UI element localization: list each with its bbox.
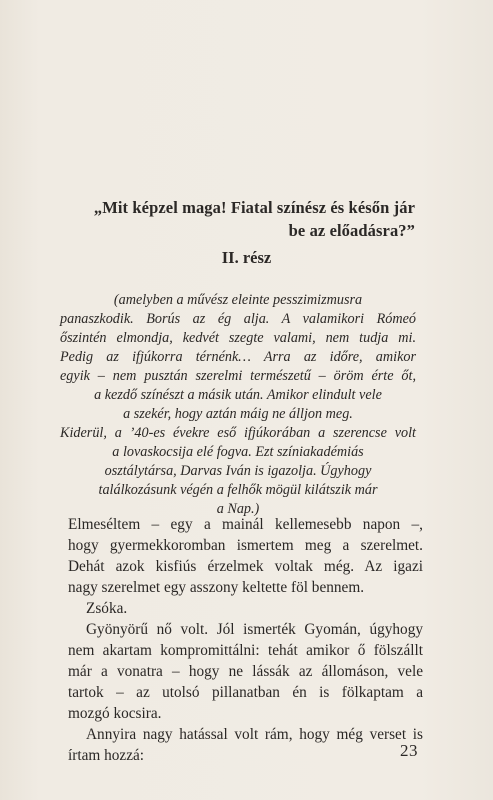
summary-line: a kezdő színészt a másik után. Amikor elindult vele — [94, 387, 382, 403]
body-line: már a vonatra – hogy ne lássák az állomáson, vele — [68, 663, 423, 680]
summary-line: osztálytársa, Darvas Iván is igazolja. Úgyhogy — [104, 463, 372, 479]
summary-line: panaszkodik. Borús az ég alja. A valamikori Rómeó — [60, 311, 416, 327]
summary-line: találkozásunk végén a felhők mögül kilátszik már — [98, 482, 378, 498]
body-line: Gyönyörű nő volt. Jól ismerték Gyomán, úgyhogy — [86, 621, 423, 638]
page-number: 23 — [400, 741, 418, 760]
part-title: II. rész — [221, 248, 272, 267]
chapter-heading-line-2: be az előadásra?” — [288, 221, 415, 240]
body-line: Dehát azok kisfiús érzelmek voltak még. Az igazi — [68, 558, 423, 575]
chapter-heading-line-1: „Mit képzel maga! Fiatal színész és későn jár — [93, 198, 415, 217]
summary-line: egyik – nem pusztán szerelmi természetű – öröm érte őt, — [60, 368, 416, 384]
body-line: Elmeséltem – egy a mainál kellemesebb napon –, — [68, 516, 423, 533]
body-line: hogy gyermekkoromban ismertem meg a szerelmet. — [68, 537, 423, 554]
summary-line: a lovaskocsija elé fogva. Ezt színiakadémiás — [112, 444, 364, 460]
chapter-summary — [60, 291, 416, 519]
body-line: Annyira nagy hatással volt rám, hogy még verset is — [86, 726, 423, 743]
summary-line: a szekér, hogy aztán máig ne álljon meg. — [123, 406, 353, 422]
summary-line: a Nap.) — [216, 501, 260, 517]
summary-line: őszintén elmondja, kedvét szegte valami, nem tudja mi. — [60, 330, 416, 346]
summary-line: Kiderül, a ’40-es évekre eső ifjúkorában a szerencse volt — [60, 425, 416, 441]
body-line: nagy szerelmet egy asszony keltette föl bennem. — [68, 579, 365, 596]
summary-line: (amelyben a művész eleinte pesszimizmusra — [113, 292, 363, 308]
body-line: írtam hozzá: — [68, 747, 145, 764]
chapter-heading — [60, 196, 415, 242]
summary-line: Pedig az ifjúkorra térnénk… Arra az időre, amikor — [60, 349, 416, 365]
body-text — [68, 514, 423, 766]
body-line: tartok – az utolsó pillanatban én is fölkaptam a — [68, 684, 423, 701]
body-line: mozgó kocsira. — [68, 705, 162, 722]
body-line: nem akartam kompromittálni: tehát amikor ő fölszállt — [68, 642, 423, 659]
body-line: Zsóka. — [86, 600, 128, 617]
